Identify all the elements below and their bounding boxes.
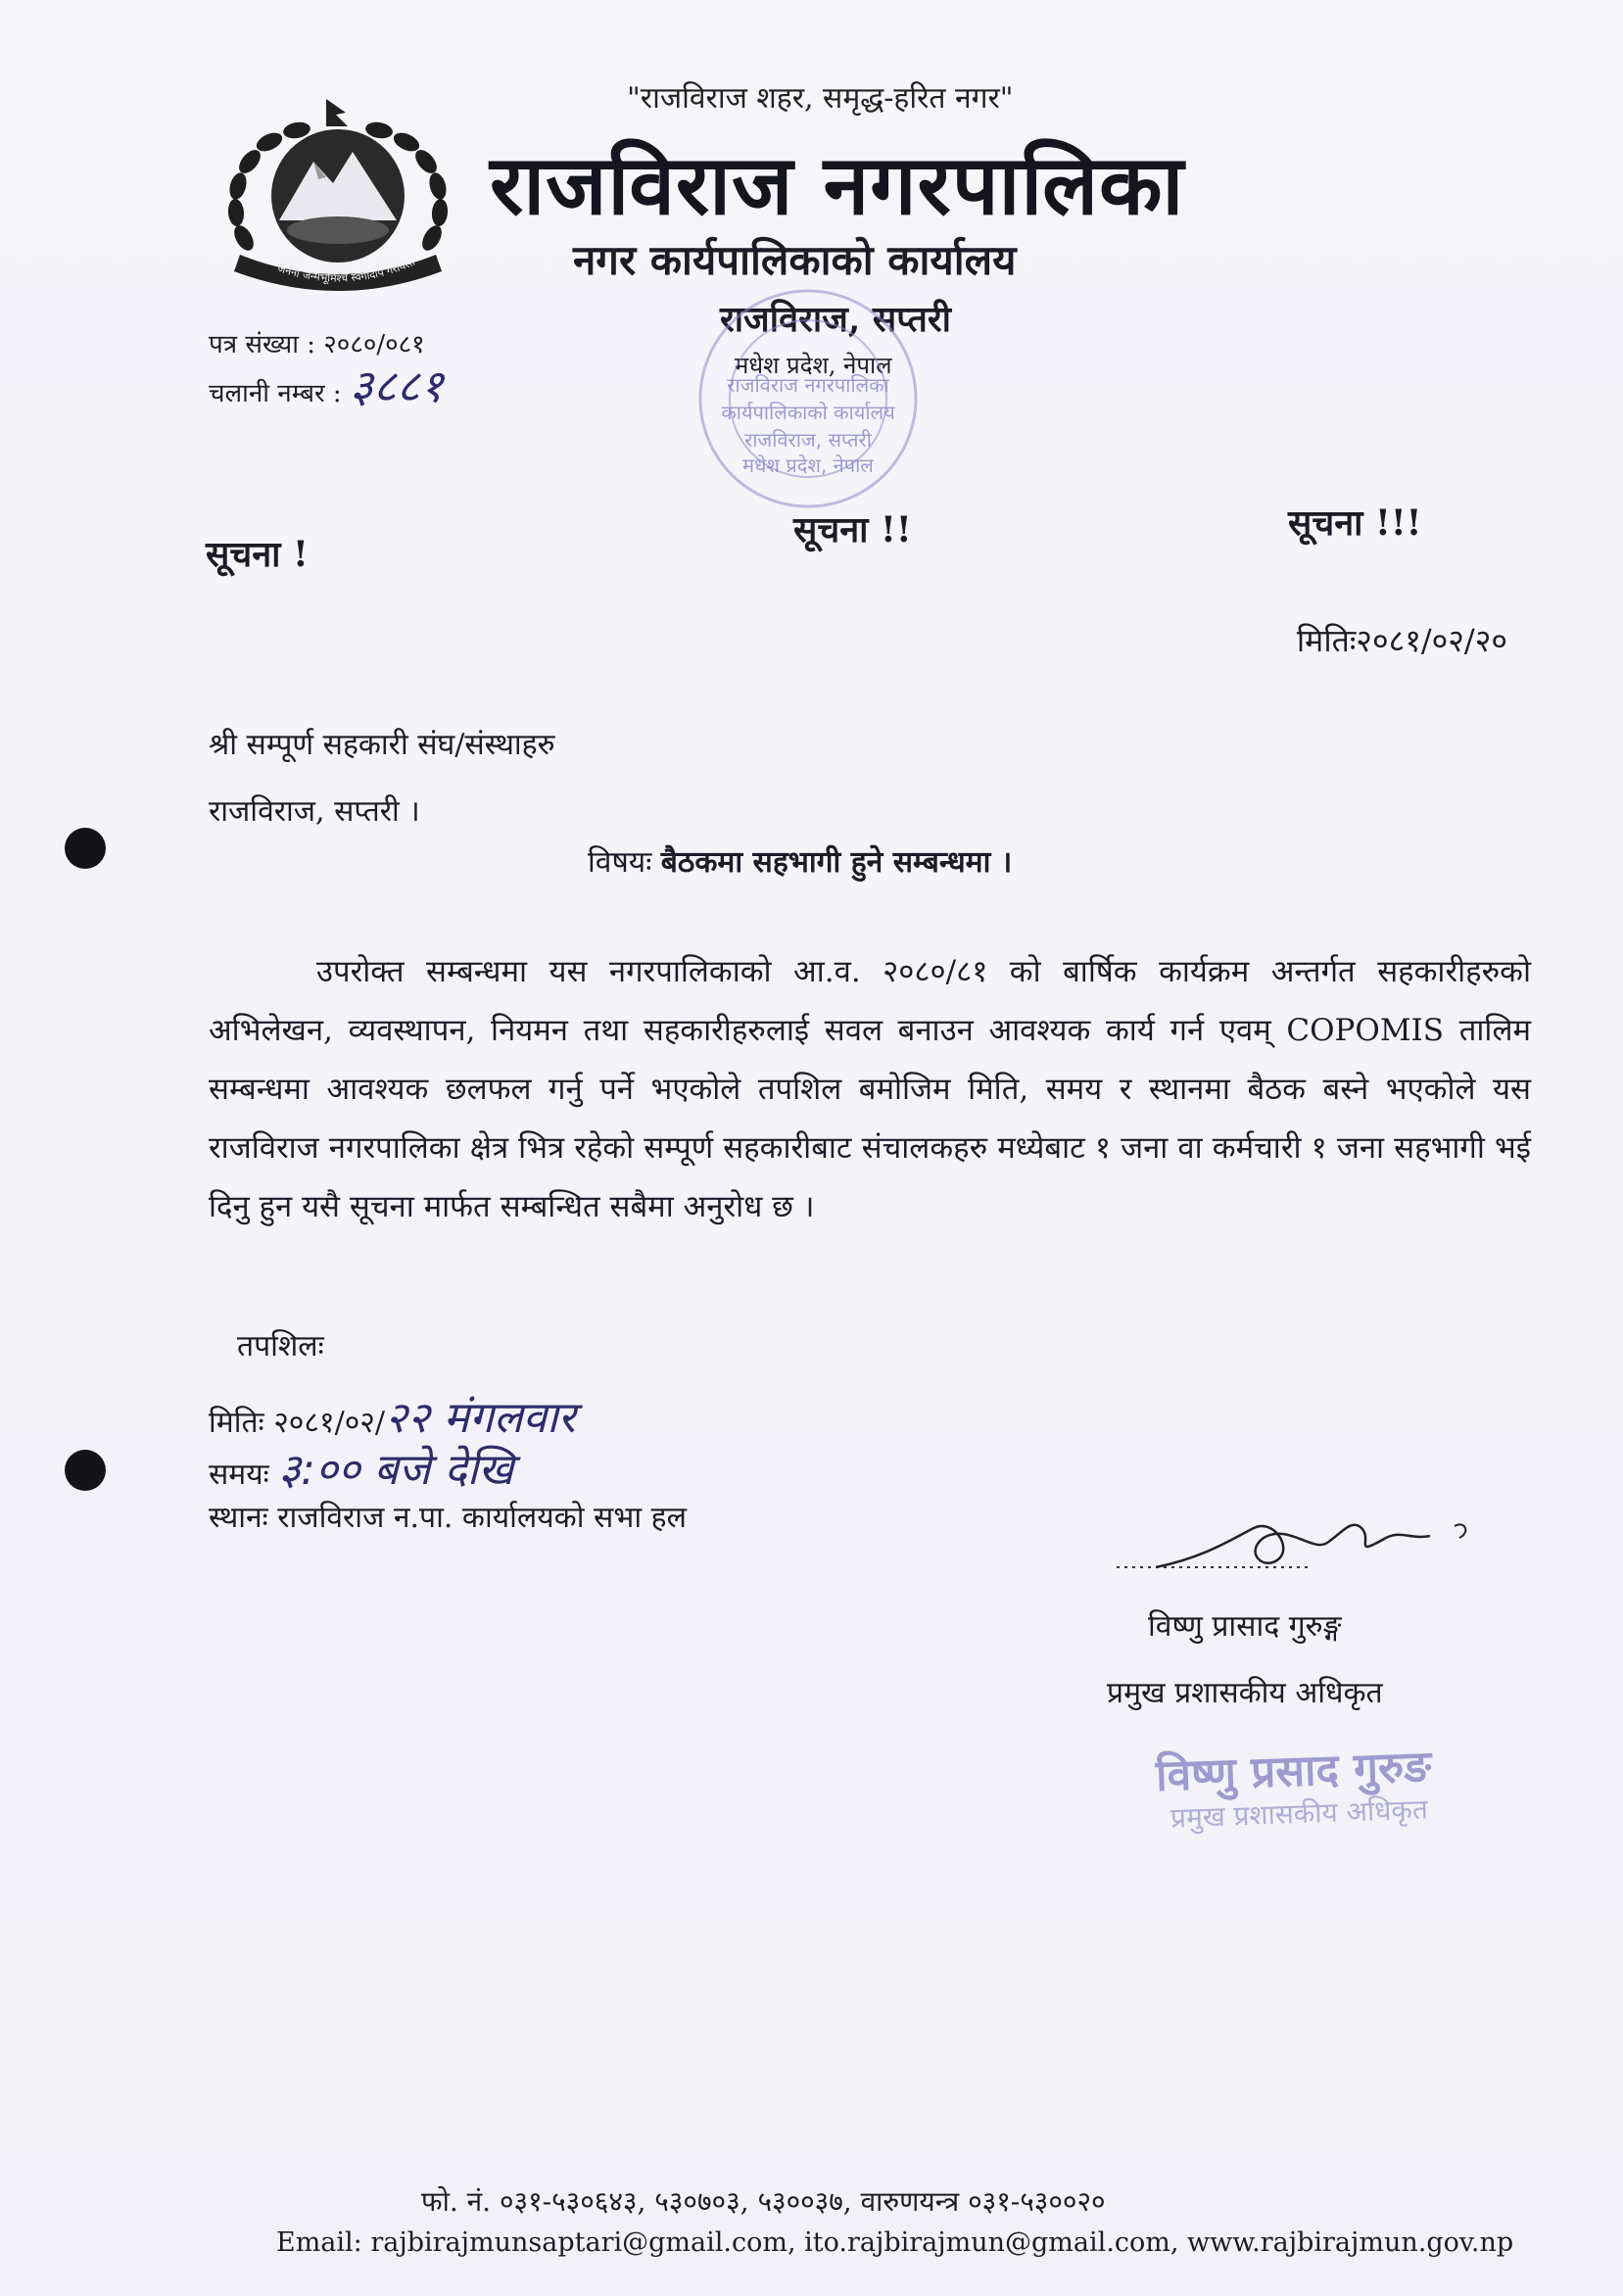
footer-phone: फो. नं. ०३१-५३०६४३, ५३०७०३, ५३००३७, वारुणयन्त्र ०३१-५३००२० bbox=[421, 2185, 1106, 2218]
office-seal-stamp bbox=[686, 276, 931, 521]
svg-text:कार्यपालिकाको कार्यालय: कार्यपालिकाको कार्यालय bbox=[721, 401, 895, 424]
province-name: मधेश प्रदेश, नेपाल bbox=[735, 352, 892, 379]
schedule-time: समयः ३:०० बजे देखि bbox=[209, 1445, 514, 1495]
punch-hole-top bbox=[65, 828, 106, 869]
letter-date: मितिः२०८१/०२/२० bbox=[1296, 622, 1507, 659]
body-paragraph: उपरोक्त सम्बन्धमा यस नगरपालिकाको आ.व. २०८०/८१ को बार्षिक कार्यक्रम अन्तर्गत सहकारीहरुको अभिलेखन, व्यवस्थापन, नियमन तथा सहकारीहरुलाई सवल बनाउन आवश्यक कार्य गर्न एवम् COPOMIS तालिम सम्बन्धमा आवश्यक छलफल गर्नु पर्ने भएकोले तपशिल बमोजिम मिति, समय र स्थानमा बैठक बस्ने भएकोले यस राजविराज नगरपालिका क्षेत्र भित्र रहेको सम्पूर्ण सहकारीबाट संचालकहरु मध्येबाट १ जना वा कर्मचारी १ जना सहभागी भई दिनु हुन यसै सूचना मार्फत सम्बन्धित सबैमा अनुरोध छ । bbox=[209, 954, 1531, 1224]
office-name: नगर कार्यपालिकाको कार्यालय bbox=[573, 236, 1017, 284]
name-stamp-title: प्रमुख प्रशासकीय अधिकृत bbox=[1170, 1793, 1429, 1835]
dispatch-number: चलानी नम्बर : ३८८१ bbox=[209, 359, 444, 412]
punch-hole-bottom bbox=[65, 1450, 106, 1491]
name-stamp-name: विष्णु प्रसाद गुरुङ bbox=[1155, 1742, 1433, 1801]
schedule-place: स्थानः राजविराज न.पा. कार्यालयको सभा हल bbox=[209, 1501, 687, 1535]
schedule-date: मितिः २०८१/०२/२२ मंगलवार bbox=[209, 1393, 576, 1443]
signatory-name: विष्णु प्रासाद गुरुङ्ग bbox=[1148, 1609, 1342, 1644]
schedule-heading: तपशिलः bbox=[237, 1329, 324, 1363]
svg-text:मधेश प्रदेश, नेपाल: मधेश प्रदेश, नेपाल bbox=[742, 454, 874, 477]
signature-mark bbox=[1117, 1499, 1489, 1577]
svg-text:राजविराज नगरपालिका: राजविराज नगरपालिका bbox=[727, 373, 889, 397]
notice-right: सूचना !!! bbox=[1288, 502, 1422, 544]
subject-line: विषयः बैठकमा सहभागी हुने सम्बन्धमा । bbox=[588, 845, 1013, 880]
recipient-line-2: राजविराज, सप्तरी । bbox=[209, 794, 420, 829]
svg-text:जननी जन्मभूमिश्च स्वर्गादपि गर: जननी जन्मभूमिश्च स्वर्गादपि गरीयसी bbox=[275, 255, 417, 285]
slogan: "राजविराज शहर, समृद्ध-हरित नगर" bbox=[627, 81, 1014, 116]
letter-number: पत्र संख्या : २०८०/०८१ bbox=[209, 330, 425, 359]
notice-center: सूचना !! bbox=[793, 509, 912, 550]
signatory-title: प्रमुख प्रशासकीय अधिकृत bbox=[1107, 1676, 1383, 1710]
city-name: राजविराज, सप्तरी bbox=[720, 299, 951, 340]
svg-text:राजविराज, सप्तरी: राजविराज, सप्तरी bbox=[744, 428, 872, 452]
recipient-line-1: श्री सम्पूर्ण सहकारी संघ/संस्थाहरु bbox=[209, 728, 555, 762]
nepal-emblem-icon bbox=[211, 93, 465, 299]
notice-left: सूचना ! bbox=[206, 534, 309, 575]
municipality-title: राजविराज नगरपालिका bbox=[490, 136, 1185, 233]
footer-email: Email: rajbirajmunsaptari@gmail.com, ito.rajbirajmun@gmail.com, www.rajbirajmun.gov.np bbox=[276, 2227, 1514, 2258]
